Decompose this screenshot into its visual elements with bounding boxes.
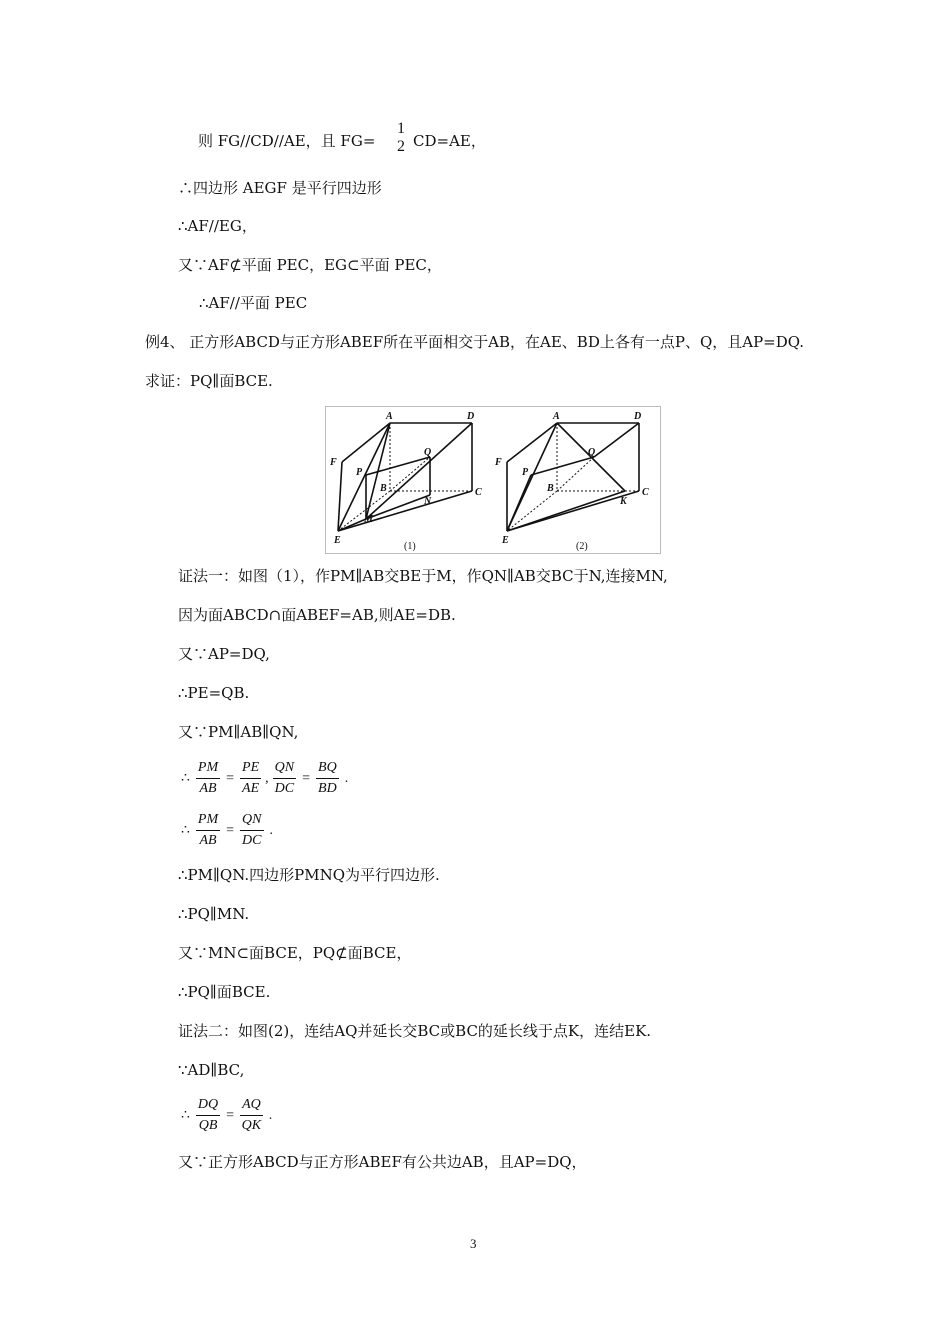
equals: = xyxy=(226,822,235,838)
text-line: ∴PQ∥面BCE. xyxy=(178,983,271,1001)
caption-2: (2) xyxy=(576,541,588,552)
therefore-symbol: ∴ xyxy=(181,1108,190,1123)
fraction xyxy=(240,1097,263,1134)
fraction xyxy=(196,1097,220,1134)
denominator: DC xyxy=(242,833,262,848)
text-line: CD=AE， xyxy=(413,132,486,150)
denominator: AB xyxy=(199,781,217,796)
numerator: BQ xyxy=(316,760,339,779)
numerator: PE xyxy=(240,760,261,779)
text-line: ∴AF//EG， xyxy=(178,217,257,235)
label-B: B xyxy=(547,483,554,494)
period: . xyxy=(268,1107,273,1123)
fraction-equation xyxy=(178,1097,275,1134)
text-line: 因为面ABCD∩面ABEF=AB,则AE=DB. xyxy=(178,606,456,624)
label-P: P xyxy=(522,467,529,478)
text-line: 又∵PM∥AB∥QN, xyxy=(178,723,299,741)
text-line: 又∵正方形ABCD与正方形ABEF有公共边AB，且AP=DQ， xyxy=(178,1153,587,1171)
text-line: 又∵MN⊂面BCE，PQ⊄面BCE， xyxy=(178,944,412,962)
label-A: A xyxy=(386,411,393,422)
fraction xyxy=(240,812,263,849)
example-heading: 例4、 正方形ABCD与正方形ABEF所在平面相交于AB，在AE、BD上各有一点P、Q，且AP=DQ. xyxy=(145,333,805,351)
fraction xyxy=(196,812,220,849)
text-line: ∴PM∥QN.四边形PMNQ为平行四边形. xyxy=(178,866,440,884)
label-P: P xyxy=(356,467,363,478)
numerator: DQ xyxy=(196,1097,220,1116)
fraction-equation xyxy=(178,812,276,849)
text-line: ∴PQ∥MN. xyxy=(178,905,250,923)
label-Q: Q xyxy=(588,447,596,458)
denominator: QK xyxy=(241,1118,262,1133)
page-number: 3 xyxy=(470,1236,477,1251)
numerator: 1 xyxy=(397,120,405,137)
label-E: E xyxy=(334,535,341,546)
text-line: 又∵AP=DQ, xyxy=(178,645,270,663)
geometry-figure xyxy=(325,406,661,554)
fraction xyxy=(273,760,296,797)
fraction xyxy=(316,760,339,797)
label-C: C xyxy=(475,487,482,498)
numerator: QN xyxy=(273,760,296,779)
caption-1: (1) xyxy=(404,541,416,552)
label-Q: Q xyxy=(424,447,432,458)
denominator: AB xyxy=(199,833,217,848)
fraction xyxy=(196,760,220,797)
label-A: A xyxy=(553,411,560,422)
label-C: C xyxy=(642,487,649,498)
text-line: 则 FG//CD//AE，且 FG= xyxy=(198,132,376,150)
fraction-half xyxy=(397,120,405,156)
equals: = xyxy=(302,770,311,786)
label-F: F xyxy=(495,457,502,468)
label-E: E xyxy=(502,535,509,546)
denominator: QB xyxy=(198,1118,218,1133)
therefore-symbol: ∴ xyxy=(181,771,190,786)
label-N: N xyxy=(424,496,432,507)
denominator: AE xyxy=(242,781,260,796)
period: . xyxy=(269,822,273,838)
fraction-equation xyxy=(178,760,351,797)
period: . xyxy=(344,770,349,786)
equals: = xyxy=(226,1107,235,1123)
equals: = xyxy=(226,770,235,786)
fraction xyxy=(240,760,261,797)
numerator: PM xyxy=(196,812,220,831)
numerator: AQ xyxy=(240,1097,263,1116)
label-F: F xyxy=(330,457,337,468)
label-D: D xyxy=(467,411,475,422)
numerator: PM xyxy=(196,760,220,779)
numerator: QN xyxy=(240,812,263,831)
label-B: B xyxy=(380,483,387,494)
label-K: K xyxy=(620,496,627,507)
label-D: D xyxy=(634,411,642,422)
figure-svg xyxy=(326,407,660,553)
denominator: 2 xyxy=(397,138,405,155)
label-M: M xyxy=(364,514,373,525)
text-line: 证法二：如图(2)，连结AQ并延长交BC或BC的延长线于点K，连结EK. xyxy=(178,1022,652,1040)
text-line: 又∵AF⊄平面 PEC，EG⊂平面 PEC， xyxy=(178,256,442,274)
therefore-symbol: ∴ xyxy=(181,823,190,838)
text-line: 证法一：如图（1），作PM∥AB交BE于M，作QN∥AB交BC于N,连接MN, xyxy=(178,567,668,585)
comma: , xyxy=(265,770,269,786)
denominator: DC xyxy=(274,781,295,796)
text-line: ∴PE=QB. xyxy=(178,684,250,702)
denominator: BD xyxy=(318,781,337,796)
text-line: 求证：PQ∥面BCE. xyxy=(145,372,273,390)
text-line: ∴四边形 AEGF 是平行四边形 xyxy=(178,179,382,197)
text-line: ∵AD∥BC, xyxy=(178,1061,245,1079)
text-line: ∴AF//平面 PEC xyxy=(199,294,308,312)
